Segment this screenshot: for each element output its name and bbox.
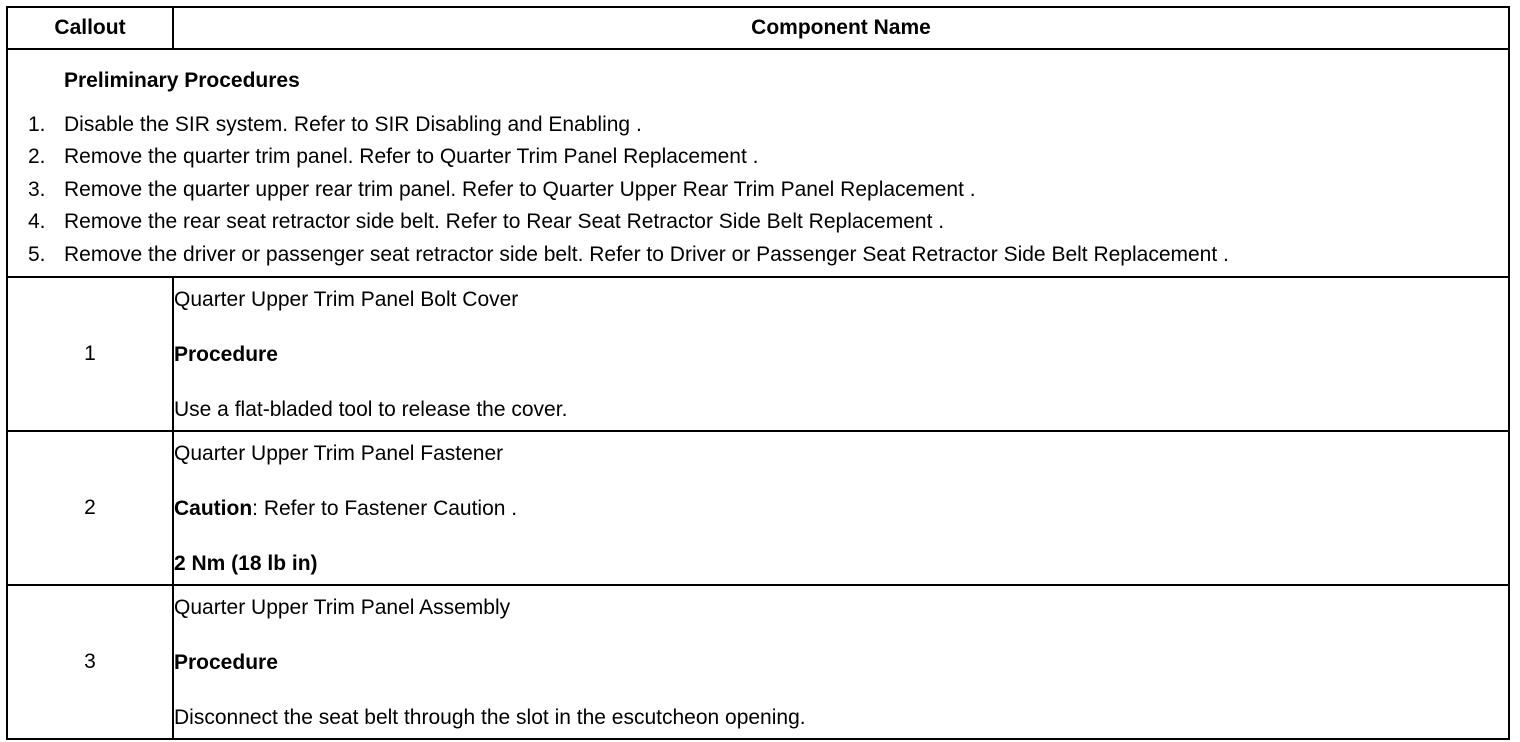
caution-line — [174, 487, 1508, 542]
procedure-table — [6, 6, 1510, 740]
step-number: 3. — [28, 177, 46, 201]
callout-number: 3 — [7, 585, 173, 739]
procedure-detail: Use a flat-bladed tool to release the cover. — [174, 398, 568, 421]
component-name-header: Component Name — [173, 7, 1509, 49]
step-number: 5. — [28, 242, 46, 266]
callout-number: 1 — [7, 277, 173, 431]
step-item — [28, 206, 1508, 239]
step-text: Remove the driver or passenger seat retractor side belt. Refer to Driver or Passenger Seat Retractor Side Belt Replacement . — [64, 242, 1229, 266]
step-item — [28, 109, 1508, 142]
preliminary-steps — [28, 109, 1508, 272]
step-number: 4. — [28, 210, 46, 234]
table-row — [7, 277, 1509, 431]
procedure-detail: Disconnect the seat belt through the slot in the escutcheon opening. — [174, 706, 806, 729]
step-item — [28, 239, 1508, 272]
step-number: 2. — [28, 145, 46, 169]
component-name: Quarter Upper Trim Panel Assembly — [174, 596, 511, 619]
step-number: 1. — [28, 112, 46, 136]
step-item — [28, 174, 1508, 207]
component-name: Quarter Upper Trim Panel Fastener — [174, 442, 504, 465]
preliminary-cell — [7, 49, 1509, 277]
table-row — [7, 585, 1509, 739]
caution-label: Caution — [174, 497, 253, 520]
preliminary-title: Preliminary Procedures — [64, 68, 300, 92]
step-item — [28, 141, 1508, 174]
preliminary-row — [7, 49, 1509, 277]
callout-header: Callout — [7, 7, 173, 49]
component-cell — [173, 277, 1509, 431]
header-row — [7, 7, 1509, 49]
torque-spec: 2 Nm (18 lb in) — [174, 552, 318, 575]
component-cell — [173, 585, 1509, 739]
table-row — [7, 431, 1509, 585]
step-text: Remove the quarter trim panel. Refer to Quarter Trim Panel Replacement . — [64, 145, 759, 169]
procedure-heading: Procedure — [174, 651, 278, 674]
caution-text: : Refer to Fastener Caution . — [252, 497, 518, 520]
procedure-heading: Procedure — [174, 343, 278, 366]
step-text: Remove the rear seat retractor side belt. Refer to Rear Seat Retractor Side Belt Replacement . — [64, 210, 945, 234]
component-name: Quarter Upper Trim Panel Bolt Cover — [174, 288, 519, 311]
callout-number: 2 — [7, 431, 173, 585]
step-text: Remove the quarter upper rear trim panel. Refer to Quarter Upper Rear Trim Panel Replacement . — [64, 177, 976, 201]
component-cell — [173, 431, 1509, 585]
step-text: Disable the SIR system. Refer to SIR Disabling and Enabling . — [64, 112, 642, 136]
